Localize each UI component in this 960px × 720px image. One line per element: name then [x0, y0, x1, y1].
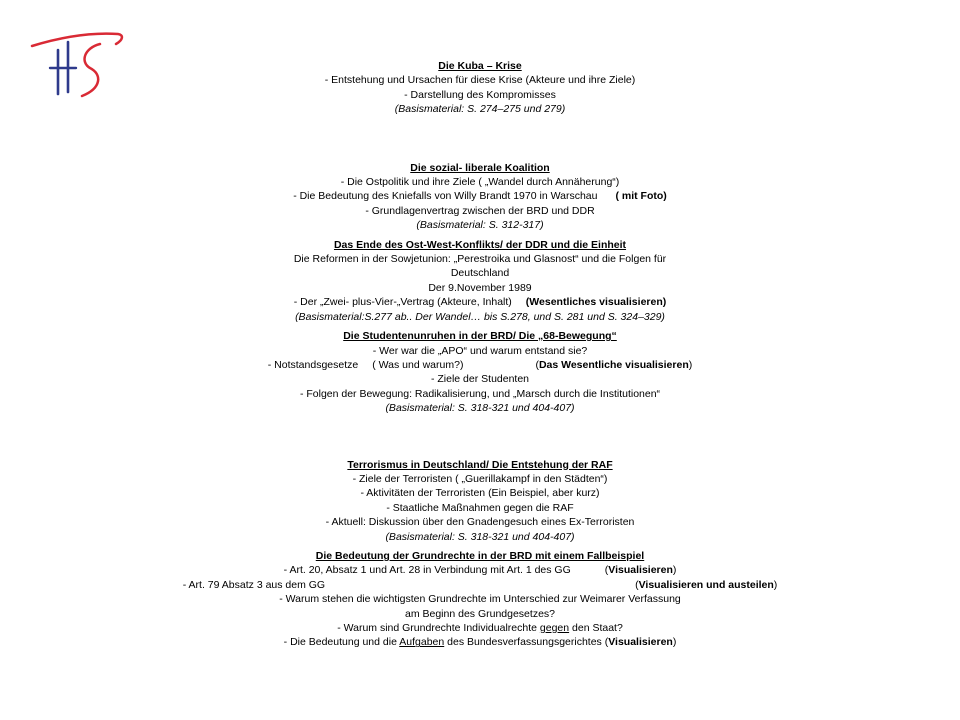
bold-note: Das Wesentliche visualisieren: [538, 358, 689, 371]
bullet-line-art-20: [100, 563, 860, 577]
section-title-grundrechte: Die Bedeutung der Grundrechte in der BRD mit einem Fallbeispiel: [315, 549, 645, 562]
section-title-ende-ost-west: Das Ende des Ost-West-Konflikts/ der DDR und die Einheit: [333, 238, 627, 251]
bullet-line-bundesverfassungsgericht: [100, 635, 860, 649]
bullet-text: - Art. 20, Absatz 1 und Art. 28 in Verbindung mit Art. 1 des GG: [283, 564, 571, 577]
paren: ): [672, 564, 677, 577]
bullet-line-notstandsgesetze: [100, 358, 860, 372]
section-title-sozial-liberale-koalition: Die sozial- liberale Koalition: [410, 161, 550, 174]
bold-note: Visualisieren: [608, 564, 673, 577]
section-title-studentenunruhen: Die Studentenunruhen in der BRD/ Die „68-Bewegung“: [343, 330, 617, 343]
bullet-text: des Bundesverfassungsgerichtes (: [444, 636, 609, 649]
section-title-kuba-krise: Die Kuba – Krise: [438, 60, 522, 72]
bullet-text: - Die Bedeutung des Kniefalls von Willy Brandt 1970 in Warschau: [293, 190, 598, 203]
bullet-line: - Ziele der Terroristen ( „Guerillakampf in den Städten“): [352, 472, 608, 485]
source-reference: (Basismaterial: S. 318-321 und 404-407): [385, 530, 575, 543]
bold-note: ( mit Foto): [615, 190, 667, 203]
paren: (: [604, 564, 609, 577]
underlined-word: Aufgaben: [399, 636, 445, 649]
bullet-text: - Notstandsgesetze: [267, 358, 359, 371]
bold-note: Visualisieren: [608, 636, 673, 649]
bullet-text: - Art. 79 Absatz 3 aus dem GG: [182, 578, 326, 591]
bullet-line: - Folgen der Bewegung: Radikalisierung, und „Marsch durch die Institutionen“: [299, 387, 661, 400]
paren: ): [773, 578, 778, 591]
source-reference: (Basismaterial: S. 274–275 und 279): [394, 103, 566, 116]
bullet-line: - Staatliche Maßnahmen gegen die RAF: [386, 501, 574, 514]
bullet-line: - Wer war die „APO“ und warum entstand sie?: [372, 344, 588, 357]
source-reference: (Basismaterial: S. 318-321 und 404-407): [385, 402, 575, 415]
section-title-terrorismus: Terrorismus in Deutschland/ Die Entstehung der RAF: [347, 458, 613, 471]
source-reference: (Basismaterial: S. 312-317): [416, 219, 544, 232]
bullet-line: - Die Ostpolitik und ihre Ziele ( „Wandel durch Annäherung“): [340, 176, 620, 189]
source-reference: (Basismaterial:S.277 ab.. Der Wandel… bis S.278, und S. 281 und S. 324–329): [295, 310, 665, 323]
bullet-line-kniefall: [100, 189, 860, 203]
bullet-text: - Warum sind Grundrechte Individualrechte: [337, 622, 540, 634]
bullet-line: - Entstehung und Ursachen für diese Krise (Akteure und ihre Ziele): [324, 74, 636, 87]
bullet-line: - Ziele der Studenten: [430, 373, 530, 386]
bullet-line-individualrechte: [100, 621, 860, 635]
bullet-line: - Grundlagenvertrag zwischen der BRD und DDR: [365, 204, 595, 217]
bullet-line-zwei-plus-vier: [100, 295, 860, 309]
text-line: am Beginn des Grundgesetzes?: [404, 607, 555, 620]
paren: ): [672, 636, 677, 649]
bold-note: (Wesentliches visualisieren): [525, 296, 667, 309]
bullet-text: - Der „Zwei- plus-Vier-„Vertrag (Akteure, Inhalt): [293, 296, 512, 309]
underlined-word: gegen: [539, 622, 570, 634]
note: ( Was und warum?): [372, 358, 464, 371]
text-line: Die Reformen in der Sowjetunion: „Perestroika und Glasnost“ und die Folgen für: [293, 253, 667, 266]
bold-note: Visualisieren und austeilen: [638, 578, 774, 591]
text-line: Der 9.November 1989: [428, 281, 532, 294]
bullet-line: - Aktivitäten der Terroristen (Ein Beispiel, aber kurz): [360, 487, 600, 500]
bullet-text: - Die Bedeutung und die: [283, 636, 400, 649]
bullet-text: den Staat?: [569, 622, 623, 634]
bullet-line: - Aktuell: Diskussion über den Gnadengesuch eines Ex-Terroristen: [325, 516, 635, 529]
bullet-line-art-79: [100, 578, 860, 592]
bullet-line: - Darstellung des Kompromisses: [404, 88, 556, 101]
bullet-line: - Warum stehen die wichtigsten Grundrechte im Unterschied zur Weimarer Verfassung: [279, 593, 681, 606]
document-body: [100, 59, 860, 650]
paren: (: [535, 358, 539, 371]
paren: ): [688, 358, 693, 371]
paren: (: [635, 578, 639, 591]
text-line: Deutschland: [450, 267, 510, 280]
